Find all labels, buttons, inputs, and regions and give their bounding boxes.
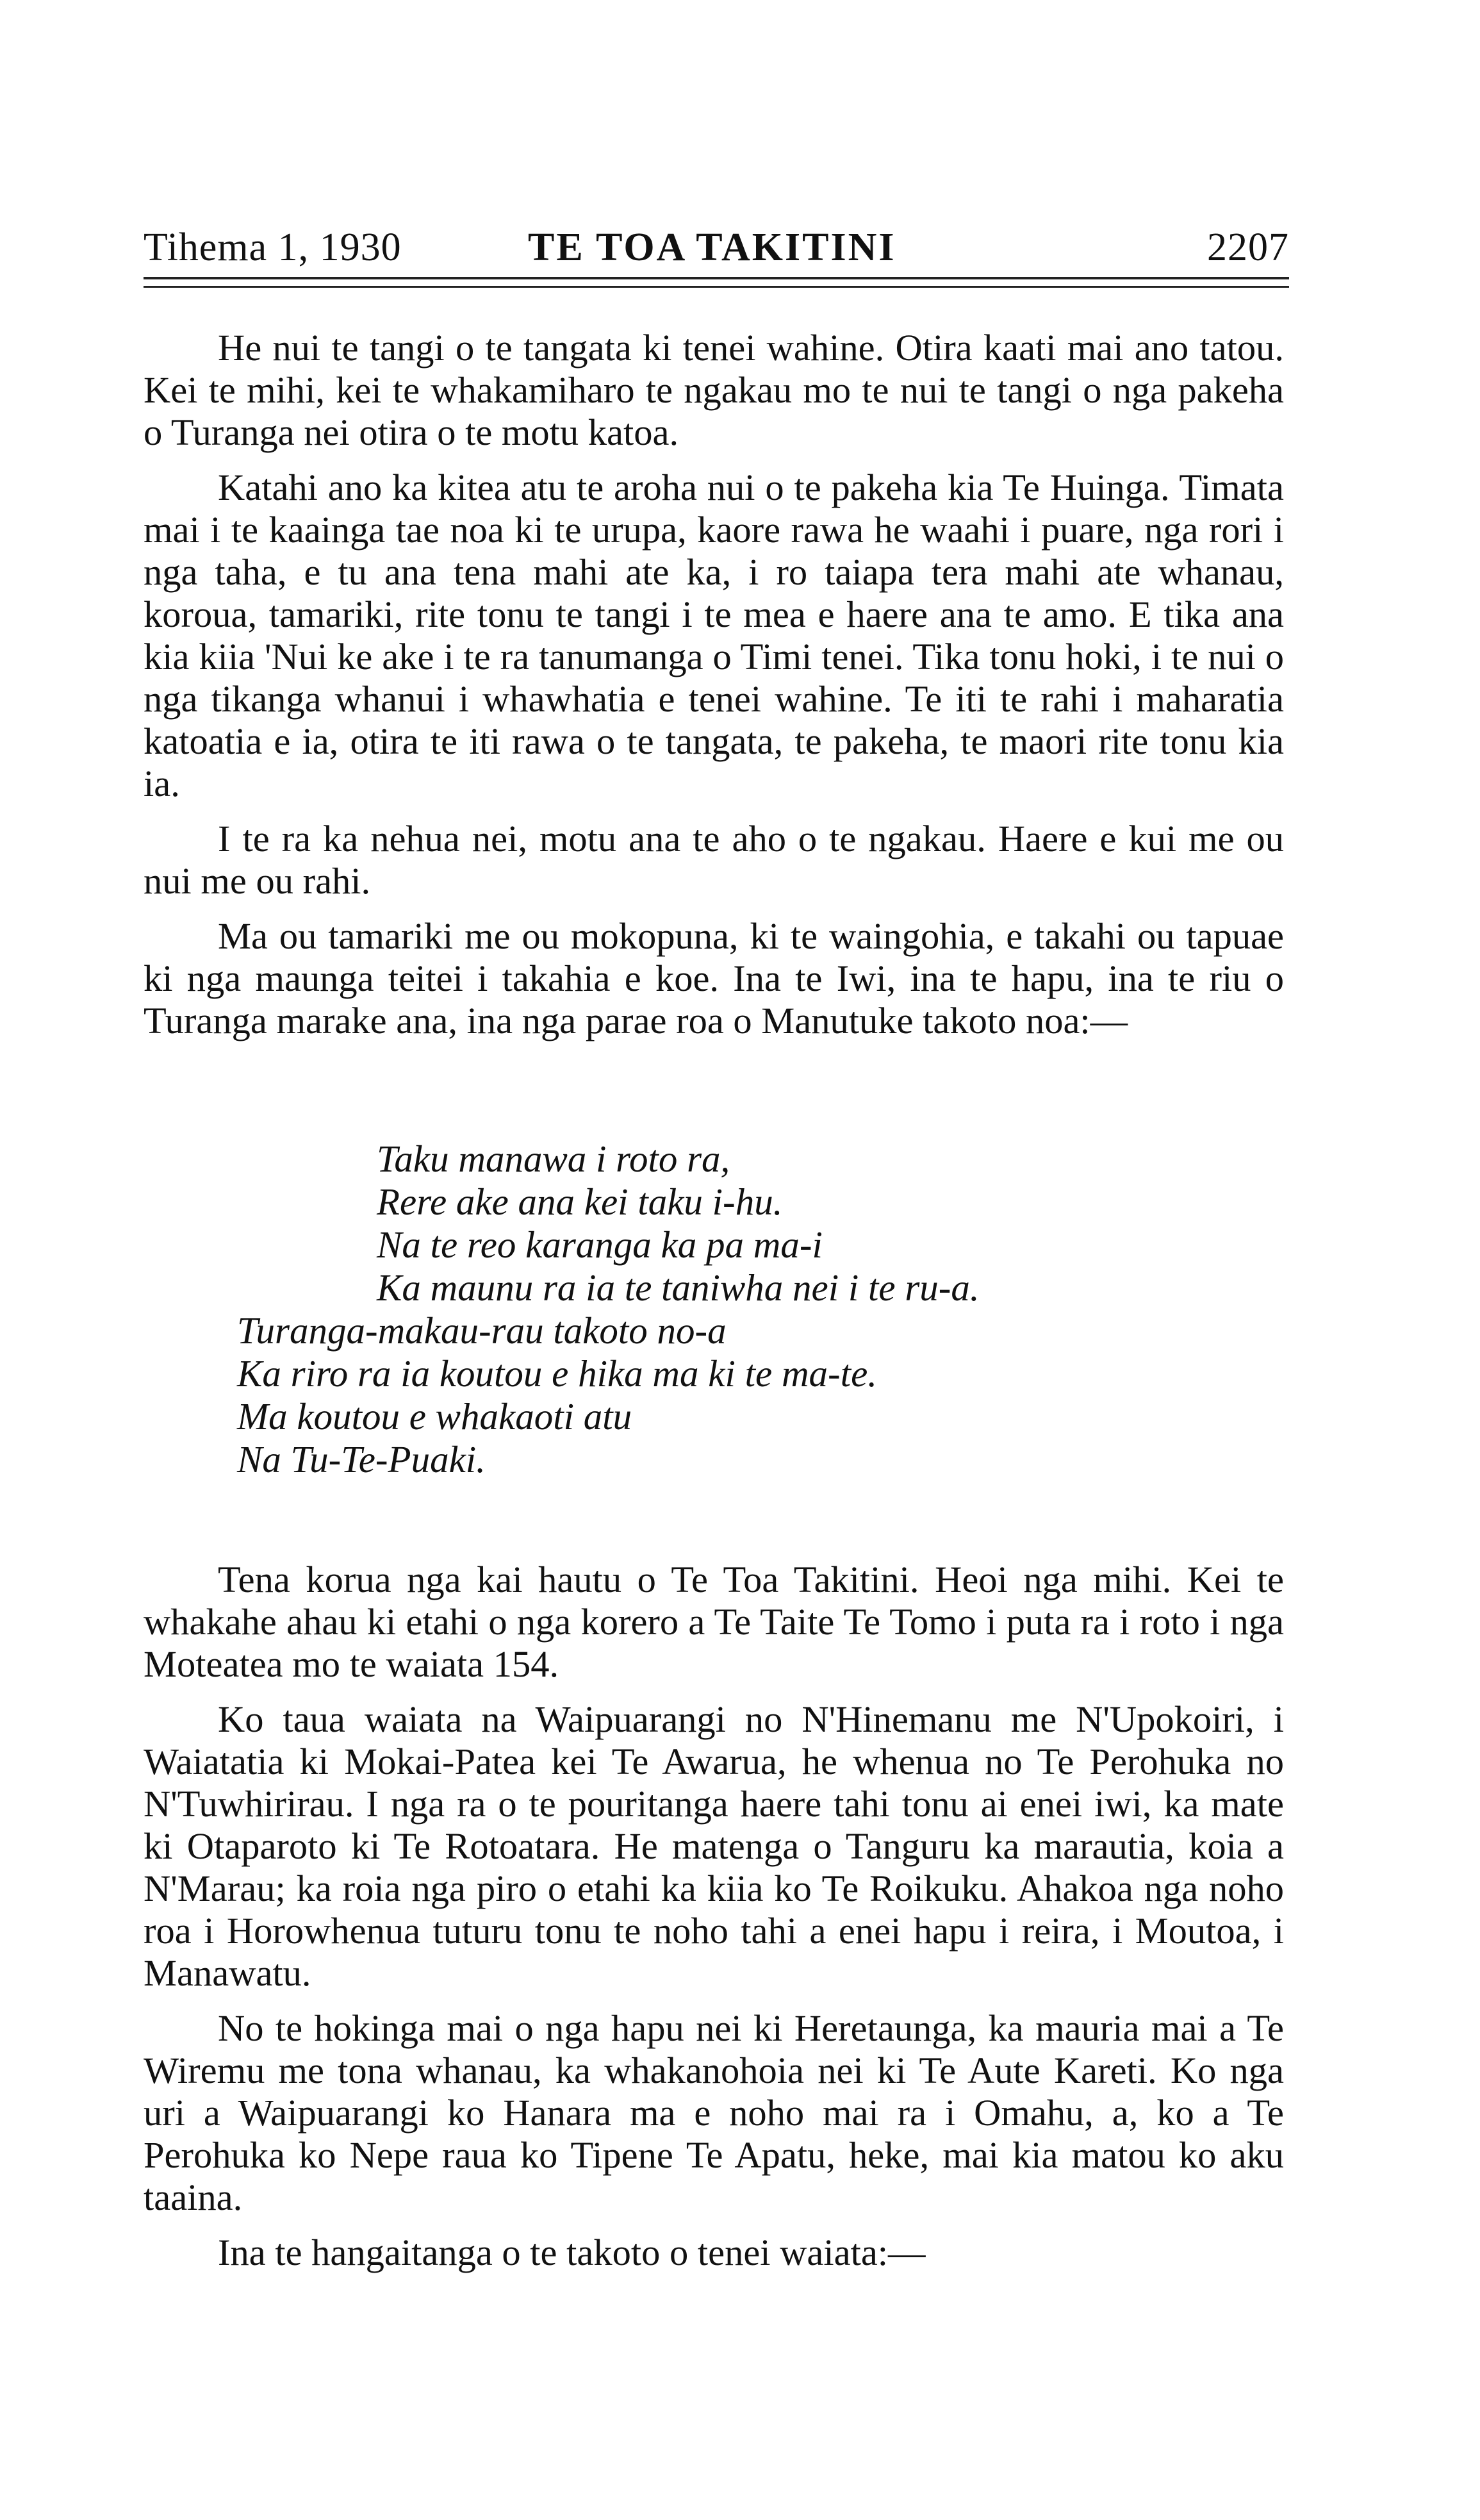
header-date: Tihema 1, 1930	[144, 226, 402, 269]
paragraph: Katahi ano ka kitea atu te aroha nui o te pakeha kia Te Huinga. Timata mai i te kaainga tae noa ki te urupa, kaore rawa he waahi i puare, nga rori i nga taha, e tu ana tena mahi ate ka, i ro taiapa tera mahi ate whanau, koroua, tamariki, rite tonu te tangi i te mea e haere ana te amo. E tika ana kia kiia 'Nui ke ake i te ra tanumanga o Timi tenei. Tika tonu hoki, i te nui o nga tikanga whanui i whawhatia e tenei wahine. Te iti te rahi i maharatia katoatia e ia, otira te iti rawa o te tangata, te pakeha, te maori rite tonu kia ia.	[144, 467, 1284, 804]
poem-line: Ka maunu ra ia te taniwha nei i te ru-a.	[377, 1266, 980, 1309]
header-rule-top	[144, 277, 1289, 279]
paragraph: Ko taua waiata na Waipuarangi no N'Hinemanu me N'Upokoiri, i Waiatatia ki Mokai-Patea kei Te Awarua, he whenua no Te Perohuka no N'Tuwhirirau. I nga ra o te pouritanga haere tahi tonu ai enei iwi, ka mate ki Otaparoto ki Te Rotoatara. He matenga o Tanguru ka marautia, koia a N'Marau; ka roia nga piro o etahi ka kiia ko Te Roikuku. Ahakoa nga noho roa i Horowhenua tuturu tonu te noho tahi a enei hapu i reira, i Moutoa, i Manawatu.	[144, 1698, 1284, 1994]
running-header	[144, 218, 1289, 276]
poem-line: Na te reo karanga ka pa ma-i	[377, 1223, 823, 1266]
paragraph: No te hokinga mai o nga hapu nei ki Heretaunga, ka mauria mai a Te Wiremu me tona whanau, ka whakanohoia nei ki Te Aute Kareti. Ko nga uri a Waipuarangi ko Hanara ma e noho mai ra i Omahu, a, ko a Te Perohuka ko Nepe raua ko Tipene Te Apatu, heke, mai kia matou ko aku taaina.	[144, 2007, 1284, 2218]
text-block-1	[144, 327, 1284, 1055]
text-block-2	[144, 1559, 1284, 2287]
poem-line: Ka riro ra ia koutou e hika ma ki te ma-te.	[237, 1352, 878, 1395]
header-title: TE TOA TAKITINI	[528, 226, 896, 269]
poem-line: Rere ake ana kei taku i-hu.	[377, 1181, 783, 1223]
poem-line: Taku manawa i roto ra,	[377, 1138, 730, 1180]
paragraph: He nui te tangi o te tangata ki tenei wahine. Otira kaati mai ano tatou. Kei te mihi, kei te whakamiharo te ngakau mo te nui te tangi o nga pakeha o Turanga nei otira o te motu katoa.	[144, 327, 1284, 453]
poem-line: Ma koutou e whakaoti atu	[237, 1395, 632, 1438]
paragraph: Tena korua nga kai hautu o Te Toa Takitini. Heoi nga mihi. Kei te whakahe ahau ki etahi o nga korero a Te Taite Te Tomo i puta ra i roto i nga Moteatea mo te waiata 154.	[144, 1559, 1284, 1685]
poem-line: Na Tu-Te-Puaki.	[237, 1438, 486, 1480]
paragraph: Ina te hangaitanga o te takoto o tenei waiata:—	[218, 2232, 926, 2273]
paragraph: I te ra ka nehua nei, motu ana te aho o te ngakau. Haere e kui me ou nui me ou rahi.	[144, 818, 1284, 902]
page-number: 2207	[1207, 226, 1289, 269]
paragraph: Ma ou tamariki me ou mokopuna, ki te waingohia, e takahi ou tapuae ki nga maunga teitei i takahia e koe. Ina te Iwi, ina te hapu, ina te riu o Turanga marake ana, ina nga parae roa o Manutuke takoto noa:—	[144, 915, 1284, 1041]
poem-line: Turanga-makau-rau takoto no-a	[237, 1309, 727, 1352]
header-rule-bottom	[144, 286, 1289, 288]
poem	[237, 1138, 1262, 1481]
